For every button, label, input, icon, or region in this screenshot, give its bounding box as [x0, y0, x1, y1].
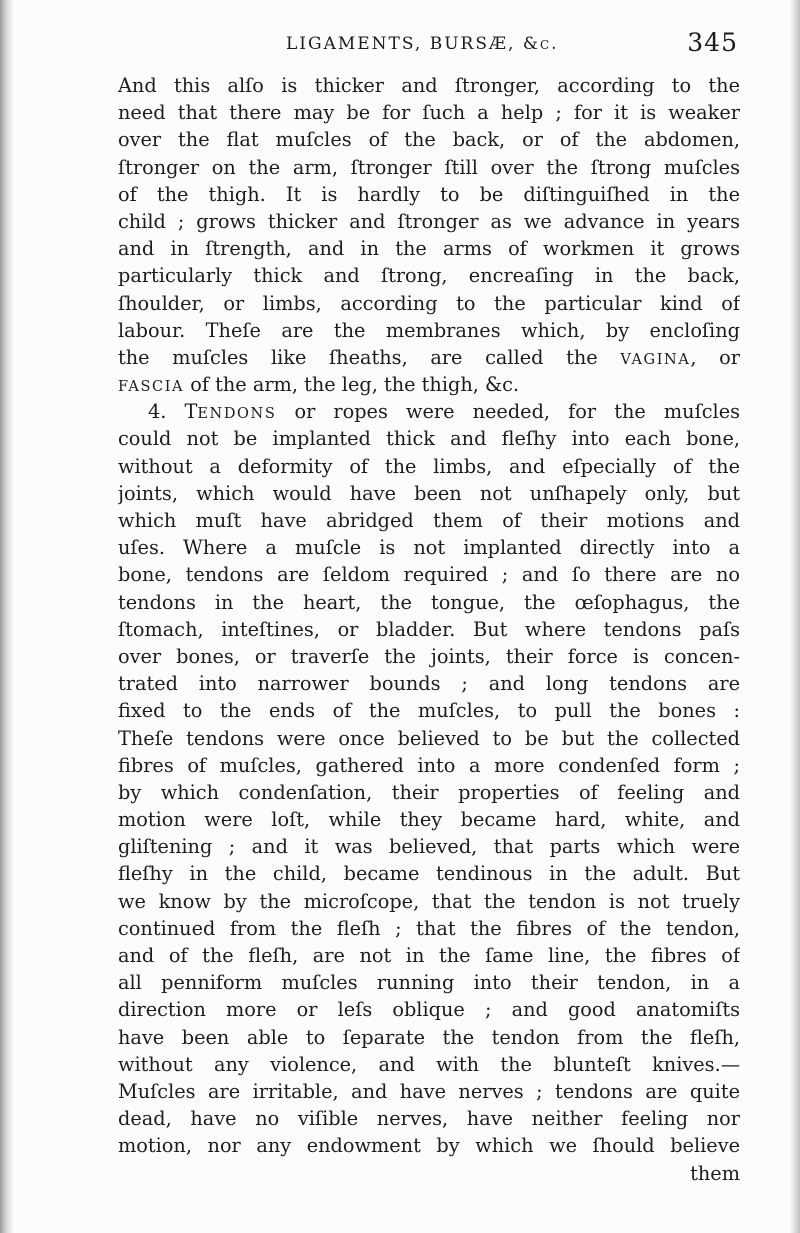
text-line: and in ſtrength, and in the arms of workmen it grows — [118, 237, 740, 261]
text-line: over the flat muſcles of the back, or of the abdomen, — [118, 128, 740, 152]
small-caps-term: FASCIA — [118, 379, 185, 396]
text-line: ſtronger on the arm, ſtronger ſtill over the ſtrong muſcles — [118, 155, 740, 179]
text-line: motion were loſt, while they became hard, white, and — [118, 808, 740, 832]
text-segment: the muſcles like ſheaths, are called the — [118, 345, 621, 369]
text-line: ſtomach, inteſtines, or bladder. But where tendons paſs — [118, 617, 740, 641]
text-segment: or ropes were needed, for the muſcles — [276, 400, 740, 424]
text-line: without a deformity of the limbs, and eſpecially of the — [118, 454, 740, 478]
text-line: child ; grows thicker and ſtronger as we advance in years — [118, 209, 740, 233]
text-line: joints, which would have been not unſhapely only, but — [118, 481, 740, 505]
text-line: Theſe tendons were once believed to be but the collected — [118, 726, 740, 750]
text-line: all penniform muſcles running into their tendon, in a — [118, 971, 740, 995]
text-segment: of the arm, the leg, the thigh, &c. — [184, 373, 520, 397]
text-line: by which condenſation, their properties of feeling and — [118, 780, 740, 804]
small-caps-term: ENDONS — [197, 406, 277, 423]
text-line: could not be implanted thick and fleſhy into each bone, — [118, 427, 740, 451]
text-line — [118, 344, 740, 371]
page-header — [118, 28, 738, 62]
text-line: bone, tendons are ſeldom required ; and ſo there are no — [118, 563, 740, 587]
text-line: direction more or leſs oblique ; and good anatomiſts — [118, 998, 740, 1022]
page-edge-shadow — [790, 0, 800, 1233]
text-line: dead, have no viſible nerves, have neither feeling nor — [118, 1107, 740, 1131]
text-line: uſes. Where a muſcle is not implanted directly into a — [118, 536, 740, 560]
text-line — [118, 371, 740, 398]
text-line: we know by the microſcope, that the tendon is not truely — [118, 889, 740, 913]
text-line: And this alſo is thicker and ſtronger, according to the — [118, 74, 740, 97]
text-line: of the thigh. It is hardly to be diſtinguiſhed in the — [118, 182, 740, 206]
text-line: particularly thick and ſtrong, encreaſing in the back, — [118, 264, 740, 288]
text-segment: 4. T — [148, 400, 198, 424]
catchword: them — [690, 1161, 740, 1185]
text-line: fixed to the ends of the muſcles, to pull the bones : — [118, 699, 740, 723]
text-line: trated into narrower bounds ; and long tendons are — [118, 672, 740, 696]
text-line: tendons in the heart, the tongue, the œſophagus, the — [118, 590, 740, 614]
text-line — [118, 398, 740, 425]
text-line: labour. Theſe are the membranes which, by encloſing — [118, 318, 740, 342]
page-number: 345 — [687, 28, 738, 57]
text-line: fleſhy in the child, became tendinous in the adult. But — [118, 862, 740, 886]
text-line: ſhoulder, or limbs, according to the particular kind of — [118, 291, 740, 315]
body-text — [118, 72, 740, 1187]
text-line: continued from the fleſh ; that the fibres of the tendon, — [118, 916, 740, 940]
text-line: motion, nor any endowment by which we ſhould believe — [118, 1134, 740, 1158]
text-line: need that there may be for ſuch a help ; for it is weaker — [118, 101, 740, 125]
text-line: and of the fleſh, are not in the ſame line, the fibres of — [118, 944, 740, 967]
text-segment: , or — [690, 345, 740, 369]
text-line: gliſtening ; and it was believed, that parts which were — [118, 835, 740, 859]
running-head: LIGAMENTS, BURSÆ, &c. — [286, 34, 559, 54]
text-line: have been able to ſeparate the tendon from the fleſh, — [118, 1025, 740, 1049]
small-caps-term: VAGINA — [620, 351, 691, 368]
text-line: fibres of muſcles, gathered into a more condenſed form ; — [118, 753, 740, 777]
text-line: without any violence, and with the blunteſt knives.— — [118, 1052, 740, 1076]
text-line: Muſcles are irritable, and have nerves ; tendons are quite — [118, 1079, 740, 1103]
text-line: over bones, or traverſe the joints, their force is concen- — [118, 644, 740, 668]
page-gutter-shadow — [0, 0, 14, 1233]
text-line: which muſt have abridged them of their motions and — [118, 509, 740, 532]
